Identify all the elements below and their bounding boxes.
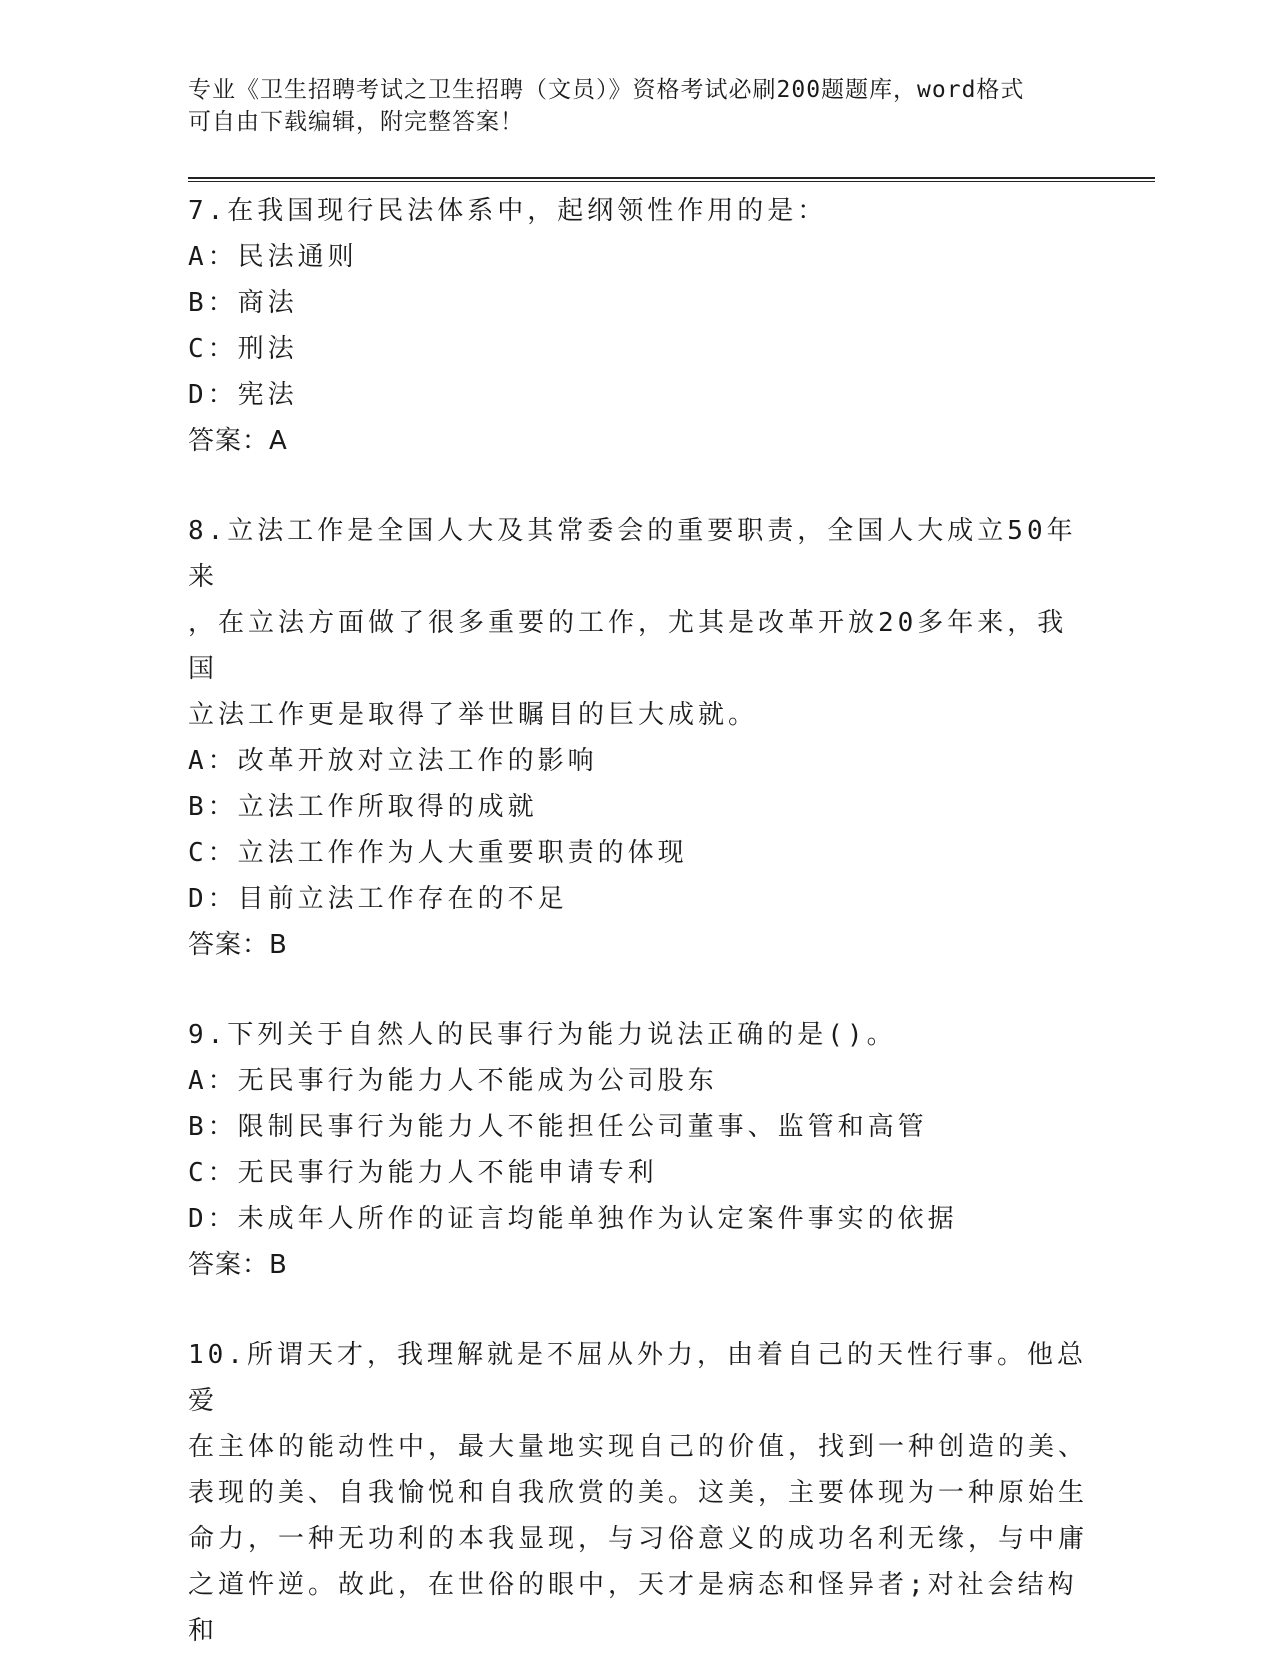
question-stem: 立法工作更是取得了举世瞩目的巨大成就。 [188,700,759,730]
question-stem: 在主体的能动性中，最大量地实现自己的价值，找到一种创造的美、 [188,1432,1089,1462]
option-c: C：无民事行为能力人不能申请专利 [188,1158,658,1188]
question-7 [188,188,1088,464]
answer-label: 答案：B [188,1250,288,1280]
option-a: A：无民事行为能力人不能成为公司股东 [188,1066,718,1096]
answer-label: 答案：B [188,930,288,960]
option-d: D：未成年人所作的证言均能单独作为认定案件事实的依据 [188,1204,958,1234]
option-d: D：宪法 [188,380,298,410]
question-stem: 7.在我国现行民法体系中，起纲领性作用的是： [188,196,828,226]
spacer [188,464,1088,508]
option-d: D：目前立法工作存在的不足 [188,884,568,914]
question-stem: 命力，一种无功利的本我显现，与习俗意义的成功名利无缘，与中庸 [188,1524,1089,1554]
page-header [188,74,1088,138]
option-c: C：立法工作作为人大重要职责的体现 [188,838,688,868]
spacer [188,1288,1088,1332]
option-b: B：商法 [188,288,298,318]
answer-label: 答案：A [188,426,288,456]
header-line-2: 可自由下载编辑，附完整答案！ [188,109,524,135]
option-b: B：限制民事行为能力人不能担任公司董事、监管和高管 [188,1112,928,1142]
header-divider [188,177,1155,182]
question-stem: 10.所谓天才，我理解就是不屈从外力，由着自己的天性行事。他总爱 [188,1340,1087,1416]
option-a: A：民法通则 [188,242,358,272]
header-line-1: 专业《卫生招聘考试之卫生招聘（文员）》资格考试必刷200题题库，word格式 [188,77,1025,103]
option-a: A：改革开放对立法工作的影响 [188,746,598,776]
question-9 [188,1012,1088,1288]
question-stem: 之道忤逆。故此，在世俗的眼中，天才是病态和怪异者;对社会结构和 [188,1570,1078,1646]
question-stem: 8.立法工作是全国人大及其常委会的重要职责，全国人大成立50年来 [188,516,1077,592]
question-list [188,188,1088,1654]
question-8 [188,508,1088,968]
question-stem: ，在立法方面做了很多重要的工作，尤其是改革开放20多年来，我国 [188,608,1068,684]
option-b: B：立法工作所取得的成就 [188,792,538,822]
question-10 [188,1332,1088,1654]
spacer [188,968,1088,1012]
question-stem: 表现的美、自我愉悦和自我欣赏的美。这美，主要体现为一种原始生 [188,1478,1089,1508]
option-c: C：刑法 [188,334,298,364]
question-stem: 9.下列关于自然人的民事行为能力说法正确的是()。 [188,1020,897,1050]
